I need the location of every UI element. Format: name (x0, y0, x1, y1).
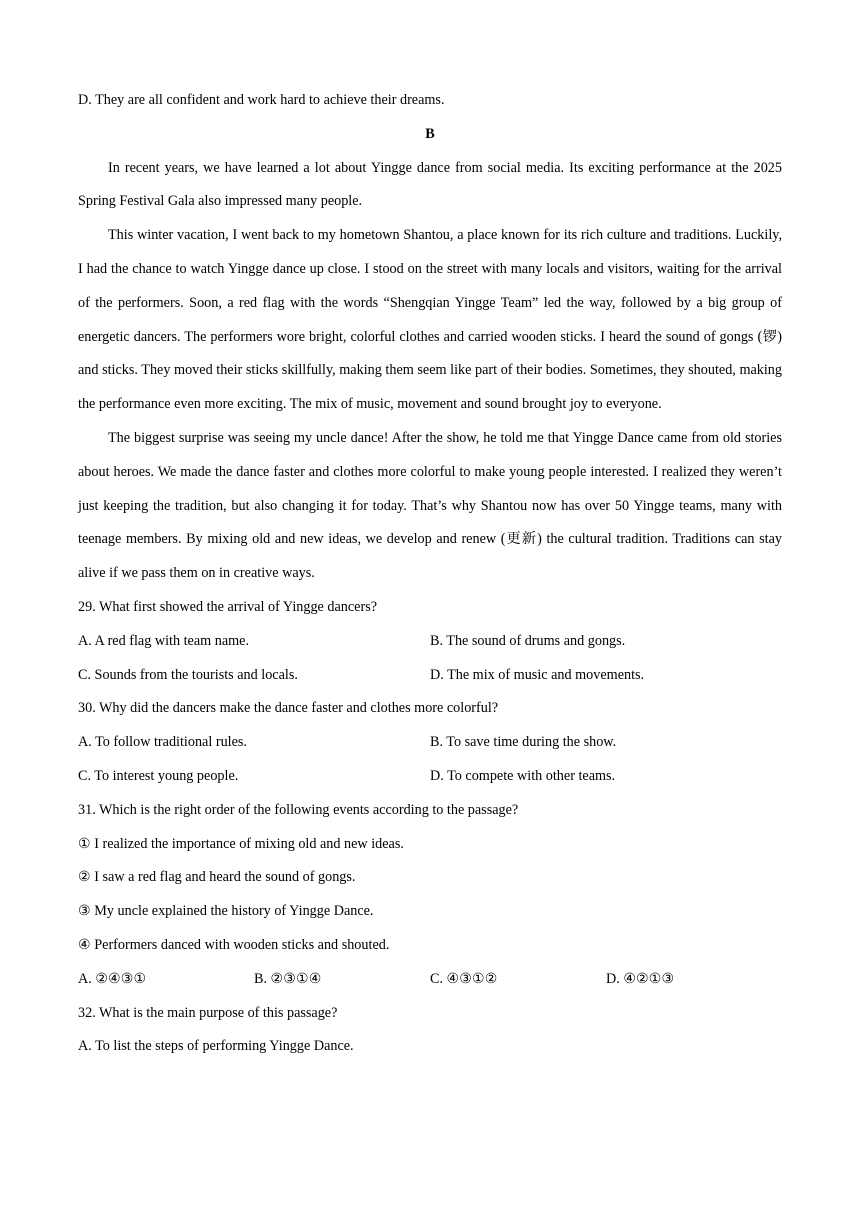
question-29-options-row-1 (78, 625, 782, 659)
question-31-option-c: C. ④③①② (430, 970, 498, 987)
question-31-event-3: ③ My uncle explained the history of Yingge Dance. (78, 903, 374, 920)
question-30-option-a: A. To follow traditional rules. (78, 734, 247, 751)
question-29-options-row-2 (78, 659, 782, 693)
question-31-option-a: A. ②④③① (78, 970, 147, 987)
question-30-option-b: B. To save time during the show. (430, 734, 617, 751)
question-30-options-row-2 (78, 760, 782, 794)
question-31-options-row (78, 963, 782, 997)
question-30-stem: 30. Why did the dancers make the dance faster and clothes more colorful? (78, 700, 499, 717)
question-29-option-b: B. The sound of drums and gongs. (430, 632, 626, 649)
question-31-option-d: D. ④②①③ (606, 970, 675, 987)
question-30-option-d: D. To compete with other teams. (430, 767, 616, 784)
passage-paragraph-1: In recent years, we have learned a lot about Yingge dance from social media. Its exciting performance at the 2025 Spring Festival Gala also impressed many people. (78, 159, 782, 210)
question-30-options-row-1 (78, 726, 782, 760)
question-31-stem: 31. Which is the right order of the following events according to the passage? (78, 801, 519, 818)
previous-question-option-d: D. They are all confident and work hard to achieve their dreams. (78, 92, 445, 108)
exam-page (78, 84, 782, 1064)
question-31-event-1: ① I realized the importance of mixing old and new ideas. (78, 835, 404, 852)
question-29-option-c: C. Sounds from the tourists and locals. (78, 666, 298, 683)
passage-paragraph-2: This winter vacation, I went back to my hometown Shantou, a place known for its rich culture and traditions. Luckily, I had the chance to watch Yingge dance up close. I stood on the street with many locals and visitors, waiting for the arrival of the performers. Soon, a red flag with the words “Shengqian Yingge Team” led the way, followed by a big group of energetic dancers. The performers wore bright, colorful clothes and carried wooden sticks. I heard the sound of gongs (锣) and sticks. They moved their sticks skillfully, making them seem like part of their bodies. Sometimes, they shouted, making the performance even more exciting. The mix of music, movement and sound brought joy to everyone. (78, 227, 782, 413)
question-29-stem: 29. What first showed the arrival of Yingge dancers? (78, 598, 378, 615)
question-31-option-b: B. ②③①④ (254, 970, 322, 987)
question-32-option-a: A. To list the steps of performing Yingge Dance. (78, 1038, 354, 1055)
question-31-event-2: ② I saw a red flag and heard the sound of gongs. (78, 869, 356, 886)
question-31-event-4: ④ Performers danced with wooden sticks and shouted. (78, 936, 390, 953)
question-29-option-d: D. The mix of music and movements. (430, 666, 645, 683)
section-heading: B (425, 125, 435, 142)
passage-paragraph-3: The biggest surprise was seeing my uncle dance! After the show, he told me that Yingge Dance came from old stories about heroes. We made the dance faster and clothes more colorful to make young people interested. I realized they weren’t just keeping the tradition, but also changing it for today. That’s why Shantou now has over 50 Yingge teams, many with teenage members. By mixing old and new ideas, we develop and renew (更新) the cultural tradition. Traditions can stay alive if we pass them on in creative ways. (78, 429, 782, 582)
question-32-stem: 32. What is the main purpose of this passage? (78, 1004, 338, 1021)
question-29-option-a: A. A red flag with team name. (78, 632, 249, 649)
question-30-option-c: C. To interest young people. (78, 767, 239, 784)
